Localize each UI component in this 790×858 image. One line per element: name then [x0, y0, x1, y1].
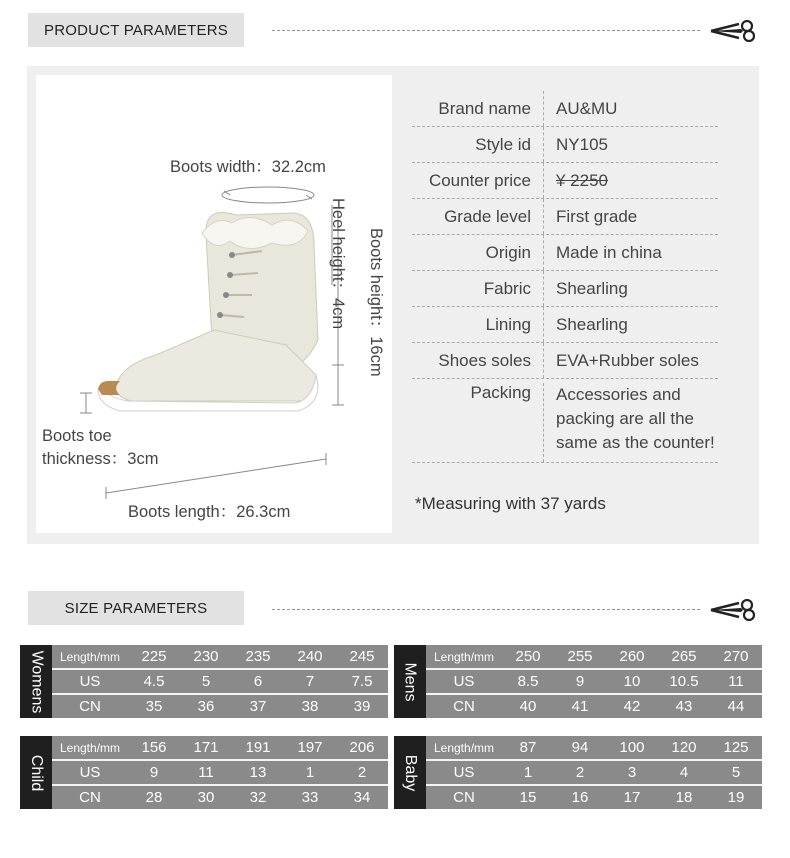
spec-value: Shearling	[556, 314, 628, 334]
size-cell: 9	[554, 670, 606, 693]
size-cell: 18	[658, 786, 710, 809]
measuring-note: *Measuring with 37 yards	[415, 494, 606, 513]
size-parameters-tab	[28, 591, 244, 625]
size-cell: 9	[128, 761, 180, 784]
size-parameters-title: SIZE PARAMETERS	[64, 599, 208, 617]
size-row-header: CN	[52, 695, 128, 718]
size-cell: 13	[232, 761, 284, 784]
section-divider	[272, 609, 700, 610]
size-table-label: Baby	[394, 736, 426, 809]
spec-row	[412, 163, 718, 199]
size-cell: 94	[554, 736, 606, 759]
size-cell: 39	[336, 695, 388, 718]
size-cell: 4.5	[128, 670, 180, 693]
size-cell: 10.5	[658, 670, 710, 693]
spec-row	[412, 307, 718, 343]
size-table-label: Child	[20, 736, 52, 809]
size-cell: 100	[606, 736, 658, 759]
size-table-mens	[394, 645, 762, 718]
size-row-header: Length/mm	[426, 736, 502, 759]
size-cell: 230	[180, 645, 232, 668]
size-row-header: US	[426, 761, 502, 784]
size-cell: 4	[658, 761, 710, 784]
product-parameters-tab	[28, 13, 244, 47]
size-cell: 3	[606, 761, 658, 784]
size-grid	[52, 645, 388, 718]
size-cell: 19	[710, 786, 762, 809]
size-cell: 38	[284, 695, 336, 718]
size-cell: 5	[180, 670, 232, 693]
size-cell: 125	[710, 736, 762, 759]
size-cell: 36	[180, 695, 232, 718]
size-cell: 15	[502, 786, 554, 809]
spec-row	[412, 127, 718, 163]
size-row-header: Length/mm	[52, 645, 128, 668]
size-row-header: Length/mm	[52, 736, 128, 759]
size-cell: 206	[336, 736, 388, 759]
spec-row	[412, 379, 718, 463]
size-cell: 250	[502, 645, 554, 668]
spec-row	[412, 91, 718, 127]
size-row-header: US	[426, 670, 502, 693]
boots-height-label: Boots height：16cm	[367, 228, 385, 377]
size-table-label: Mens	[394, 645, 426, 718]
size-cell: 11	[180, 761, 232, 784]
size-cell: 35	[128, 695, 180, 718]
counter-price-value: ¥ 2250	[556, 170, 608, 190]
size-cell: 255	[554, 645, 606, 668]
size-cell: 120	[658, 736, 710, 759]
size-cell: 2	[336, 761, 388, 784]
size-table-baby	[394, 736, 762, 809]
size-cell: 7	[284, 670, 336, 693]
size-cell: 87	[502, 736, 554, 759]
spec-key: Counter price	[412, 163, 544, 198]
size-cell: 191	[232, 736, 284, 759]
spec-key: Lining	[412, 307, 544, 342]
size-cell: 8.5	[502, 670, 554, 693]
spec-value: First grade	[556, 206, 638, 226]
size-cell: 245	[336, 645, 388, 668]
size-cell: 197	[284, 736, 336, 759]
spec-table	[412, 91, 718, 463]
size-cell: 43	[658, 695, 710, 718]
size-cell: 225	[128, 645, 180, 668]
boots-length-label: Boots length：26.3cm	[128, 503, 291, 521]
size-cell: 44	[710, 695, 762, 718]
packing-line: packing are all the	[556, 409, 694, 428]
boots-width-label: Boots width：32.2cm	[170, 158, 326, 176]
spec-key: Shoes soles	[412, 343, 544, 378]
size-grid	[426, 645, 762, 718]
spec-row	[412, 271, 718, 307]
size-cell: 10	[606, 670, 658, 693]
spec-value: Made in china	[556, 242, 662, 262]
toe-thickness-label-line1: Boots toe	[42, 427, 112, 445]
size-cell: 6	[232, 670, 284, 693]
size-table-womens	[20, 645, 388, 718]
toe-thickness-label-line2: thickness：3cm	[42, 450, 159, 468]
size-cell: 28	[128, 786, 180, 809]
size-grid	[52, 736, 388, 809]
size-cell: 34	[336, 786, 388, 809]
size-cell: 1	[284, 761, 336, 784]
spec-key: Grade level	[412, 199, 544, 234]
size-cell: 171	[180, 736, 232, 759]
size-cell: 11	[710, 670, 762, 693]
spec-key: Style id	[412, 127, 544, 162]
size-row-header: US	[52, 670, 128, 693]
spec-row	[412, 343, 718, 379]
packing-line: same as the counter!	[556, 433, 715, 452]
size-grid	[426, 736, 762, 809]
size-cell: 7.5	[336, 670, 388, 693]
spec-key: Origin	[412, 235, 544, 270]
spec-key: Fabric	[412, 271, 544, 306]
size-cell: 2	[554, 761, 606, 784]
size-cell: 41	[554, 695, 606, 718]
scissors-icon	[709, 20, 761, 42]
size-row-header: Length/mm	[426, 645, 502, 668]
size-cell: 16	[554, 786, 606, 809]
size-table-child	[20, 736, 388, 809]
spec-value: AU&MU	[556, 98, 618, 118]
section-divider	[272, 30, 700, 31]
spec-key: Packing	[412, 383, 544, 462]
size-row-header: CN	[52, 786, 128, 809]
size-cell: 1	[502, 761, 554, 784]
packing-line: Accessories and	[556, 385, 681, 404]
scissors-icon	[709, 599, 761, 621]
size-cell: 240	[284, 645, 336, 668]
size-cell: 30	[180, 786, 232, 809]
size-cell: 37	[232, 695, 284, 718]
size-cell: 17	[606, 786, 658, 809]
heel-height-label: Heel height：4cm	[329, 198, 347, 330]
size-cell: 42	[606, 695, 658, 718]
spec-value: NY105	[556, 134, 608, 154]
spec-value: Shearling	[556, 278, 628, 298]
spec-key: Brand name	[412, 91, 544, 126]
size-cell: 265	[658, 645, 710, 668]
spec-row	[412, 235, 718, 271]
size-row-header: CN	[426, 695, 502, 718]
size-cell: 33	[284, 786, 336, 809]
size-cell: 5	[710, 761, 762, 784]
size-table-label: Womens	[20, 645, 52, 718]
size-cell: 156	[128, 736, 180, 759]
spec-value: EVA+Rubber soles	[556, 350, 699, 370]
size-cell: 235	[232, 645, 284, 668]
size-row-header: CN	[426, 786, 502, 809]
spec-row	[412, 199, 718, 235]
size-cell: 40	[502, 695, 554, 718]
size-cell: 270	[710, 645, 762, 668]
size-row-header: US	[52, 761, 128, 784]
size-cell: 260	[606, 645, 658, 668]
packing-value	[544, 383, 715, 455]
product-parameters-title: PRODUCT PARAMETERS	[44, 21, 228, 39]
size-cell: 32	[232, 786, 284, 809]
